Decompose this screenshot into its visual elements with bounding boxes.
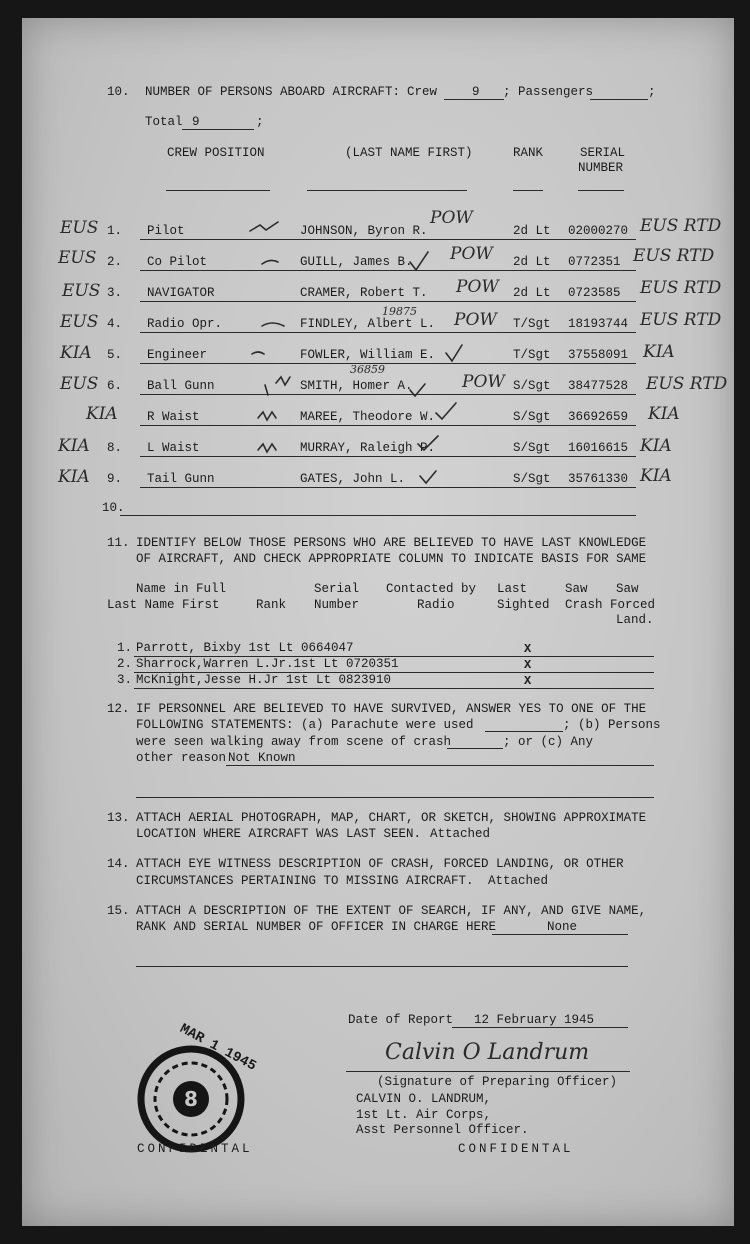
crew-row-number: 1. [107, 224, 123, 238]
crew-label: Crew [407, 85, 438, 99]
crew-row-name: GUILL, James B. [300, 255, 413, 269]
check-mark [410, 252, 428, 270]
crew-row-status: POW [430, 208, 473, 228]
check-mark [252, 352, 264, 354]
crew-count: 9 [472, 85, 480, 99]
signature-caption: (Signature of Preparing Officer) [377, 1075, 618, 1089]
other-reason-rule [226, 765, 654, 766]
witness-row-mark: X [524, 658, 532, 672]
item12-line3: were seen walking away from scene of crash [136, 735, 452, 749]
item15-line2: RANK AND SERIAL NUMBER OF OFFICER IN CHARGE HERE [136, 920, 497, 934]
crew-row-number: 3. [107, 286, 123, 300]
witness-row-mark: X [524, 674, 532, 688]
col-forced-line2: Forced [610, 598, 656, 612]
col-contacted-line2: Radio [417, 598, 455, 612]
crew-row-position: R Waist [147, 410, 200, 424]
item14-number: 14. [107, 857, 130, 871]
crew-row-serial: 38477528 [568, 379, 629, 393]
officer-rank: 1st Lt. Air Corps, [356, 1108, 492, 1122]
item15-extra-rule [136, 966, 628, 967]
crew-row-number: 2. [107, 255, 123, 269]
crew-row-name: MURRAY, Raleigh P. [300, 441, 436, 455]
col-serial-line2: Number [314, 598, 360, 612]
check-mark [250, 222, 278, 231]
witness-row-rule [134, 688, 654, 689]
crew-row-disposition: EUS RTD [633, 246, 715, 266]
crew-row-rank: T/Sgt [513, 317, 551, 331]
handwritten-number: 36859 [350, 363, 385, 376]
total-label: Total [145, 115, 183, 129]
crew-row-number: 8. [107, 441, 123, 455]
col-contacted-line1: Contacted by [386, 582, 477, 596]
item12-extra-rule [136, 797, 654, 798]
date-of-report-label: Date of Report [348, 1013, 454, 1027]
crew-row-number: 5. [107, 348, 123, 362]
crew-row-position: Ball Gunn [147, 379, 215, 393]
witness-row-number: 3. [117, 673, 133, 687]
header-last-name: (LAST NAME FIRST) [345, 146, 473, 160]
witness-row-text: Parrott, Bixby 1st Lt 0664047 [136, 641, 354, 655]
col-name-line1: Name in Full [136, 582, 227, 596]
header-number: NUMBER [578, 161, 624, 175]
crew-row-serial: 37558091 [568, 348, 629, 362]
crew-row-rank: 2d Lt [513, 286, 551, 300]
check-mark [258, 444, 276, 452]
crew-row-serial: 36692659 [568, 410, 629, 424]
col-crash-line1: Saw [565, 582, 588, 596]
crew-row-number: 6. [107, 379, 123, 393]
crew-row-disposition: KIA [640, 436, 672, 456]
crew-row-10-number: 10. [102, 501, 125, 515]
item12-line2: FOLLOWING STATEMENTS: (a) Parachute were used [136, 718, 474, 732]
crew-row-position: NAVIGATOR [147, 286, 215, 300]
item11-line2: OF AIRCRAFT, AND CHECK APPROPRIATE COLUMN TO INDICATE BASIS FOR SAME [136, 552, 647, 566]
check-mark [262, 323, 284, 326]
crew-row-status: POW [456, 277, 499, 297]
crew-row-rank: S/Sgt [513, 410, 551, 424]
item11-line1: IDENTIFY BELOW THOSE PERSONS WHO ARE BELIEVED TO HAVE LAST KNOWLEDGE [136, 536, 647, 550]
crew-row-rank: S/Sgt [513, 441, 551, 455]
crew-row-margin-note: KIA [58, 467, 90, 487]
crew-row-position: Tail Gunn [147, 472, 215, 486]
crew-row-margin-note: EUS [62, 281, 101, 301]
walking-blank [447, 748, 503, 749]
crew-row-serial: 0772351 [568, 255, 621, 269]
date-of-report-value: 12 February 1945 [474, 1013, 595, 1027]
crew-row-margin-note: EUS [60, 374, 99, 394]
crew-row-margin-note: KIA [60, 343, 92, 363]
handwritten-number: 19875 [382, 305, 417, 318]
crew-row-disposition: EUS RTD [646, 374, 728, 394]
crew-row-position: Co Pilot [147, 255, 208, 269]
parachute-blank [485, 731, 563, 732]
crew-row-name: JOHNSON, Byron R. [300, 224, 428, 238]
item12-line3-end: ; or (c) Any [503, 735, 594, 749]
crew-row-margin-note: EUS [58, 248, 97, 268]
item10-label: NUMBER OF PERSONS ABOARD AIRCRAFT: [145, 85, 401, 99]
crew-row-disposition: EUS RTD [640, 278, 722, 298]
total-count: 9 [192, 115, 200, 129]
crew-row-disposition: KIA [643, 342, 675, 362]
crew-row-name: GATES, John L. [300, 472, 406, 486]
crew-row-serial: 18193744 [568, 317, 629, 331]
col-last-line2: Sighted [497, 598, 550, 612]
crew-row-status: POW [450, 244, 493, 264]
officer-title: Asst Personnel Officer. [356, 1123, 529, 1137]
check-mark [420, 471, 436, 483]
item12-line2-end: ; (b) Persons [563, 718, 661, 732]
signature-rule [346, 1071, 630, 1072]
witness-row-mark: X [524, 642, 532, 656]
crew-row-status: POW [454, 310, 497, 330]
received-date-stamp: MAR 1 1945 [176, 1021, 259, 1075]
check-mark [265, 377, 290, 395]
check-mark [446, 345, 462, 361]
col-serial-line1: Serial [314, 582, 360, 596]
item10-number: 10. [107, 85, 130, 99]
col-name-line2: Last Name First [107, 598, 220, 612]
crew-row-serial: 35761330 [568, 472, 629, 486]
footer-classification-right: CONFIDENTAL [458, 1142, 574, 1156]
crew-row-serial: 0723585 [568, 286, 621, 300]
crew-row-position: Radio Opr. [147, 317, 223, 331]
date-of-report-rule [452, 1027, 628, 1028]
header-serial: SERIAL [580, 146, 626, 160]
item12-number: 12. [107, 702, 130, 716]
item14-value: Attached [488, 874, 549, 888]
item13-line1: ATTACH AERIAL PHOTOGRAPH, MAP, CHART, OR SKETCH, SHOWING APPROXIMATE [136, 811, 647, 825]
crew-row-serial: 16016615 [568, 441, 629, 455]
crew-row-margin-note: EUS [60, 312, 99, 332]
officer-name: CALVIN O. LANDRUM, [356, 1092, 492, 1106]
witness-row-number: 2. [117, 657, 133, 671]
passengers-end: ; [648, 85, 656, 99]
check-mark [410, 384, 425, 396]
crew-row-name: CRAMER, Robert T. [300, 286, 428, 300]
crew-row-margin-note: KIA [86, 404, 118, 424]
item14-line2: CIRCUMSTANCES PERTAINING TO MISSING AIRCRAFT. [136, 874, 474, 888]
check-mark [418, 436, 438, 450]
passengers-label: ; Passengers [503, 85, 594, 99]
seal-center-number: 8 [184, 1087, 198, 1111]
item12-line4: other reason [136, 751, 227, 765]
crew-row-number: 4. [107, 317, 123, 331]
item12-line1: IF PERSONNEL ARE BELIEVED TO HAVE SURVIVED, ANSWER YES TO ONE OF THE [136, 702, 647, 716]
crew-row-disposition: KIA [640, 466, 672, 486]
crew-row-name: SMITH, Homer A. [300, 379, 413, 393]
check-mark [258, 412, 276, 420]
officer-signature: Calvin O Landrum [385, 1040, 590, 1065]
footer-classification-left: CONFIDENTAL [137, 1142, 253, 1156]
crew-row-margin-note: KIA [58, 436, 90, 456]
col-crash-line2: Crash [565, 598, 603, 612]
other-reason-value: Not Known [228, 751, 296, 765]
crew-row-position: L Waist [147, 441, 200, 455]
crew-row-name: FOWLER, William E. [300, 348, 436, 362]
witness-row-number: 1. [117, 641, 133, 655]
crew-row-rank: 2d Lt [513, 224, 551, 238]
item15-value: None [547, 920, 578, 934]
item15-blank [492, 934, 628, 935]
col-forced-line1: Saw [616, 582, 639, 596]
item13-number: 13. [107, 811, 130, 825]
crew-row-disposition: EUS RTD [640, 216, 722, 236]
round-seal [136, 1044, 246, 1154]
header-rank: RANK [513, 146, 544, 160]
col-rank: Rank [256, 598, 287, 612]
crew-row-number: 9. [107, 472, 123, 486]
crew-row-position: Engineer [147, 348, 208, 362]
crew-row-serial: 02000270 [568, 224, 629, 238]
col-forced-line3: Land. [616, 613, 654, 627]
col-last-line1: Last [497, 582, 528, 596]
item15-number: 15. [107, 904, 130, 918]
crew-row-rank: T/Sgt [513, 348, 551, 362]
crew-row-status: POW [462, 372, 505, 392]
item13-line2: LOCATION WHERE AIRCRAFT WAS LAST SEEN. [136, 827, 422, 841]
witness-row-text: Sharrock,Warren L.Jr.1st Lt 0720351 [136, 657, 399, 671]
item14-line1: ATTACH EYE WITNESS DESCRIPTION OF CRASH, FORCED LANDING, OR OTHER [136, 857, 624, 871]
item13-value: Attached [430, 827, 491, 841]
header-crew-position: CREW POSITION [167, 146, 265, 160]
crew-row-disposition: KIA [648, 404, 680, 424]
crew-row-rank: S/Sgt [513, 379, 551, 393]
crew-row-position: Pilot [147, 224, 185, 238]
crew-row-rank: 2d Lt [513, 255, 551, 269]
check-mark [436, 403, 456, 419]
witness-row-text: McKnight,Jesse H.Jr 1st Lt 0823910 [136, 673, 392, 687]
crew-row-margin-note: EUS [60, 218, 99, 238]
crew-row-name: FINDLEY, Albert L. [300, 317, 436, 331]
crew-row-name: MAREE, Theodore W. [300, 410, 436, 424]
total-end: ; [256, 115, 264, 129]
check-mark [262, 260, 278, 264]
crew-row-rank: S/Sgt [513, 472, 551, 486]
item15-line1: ATTACH A DESCRIPTION OF THE EXTENT OF SEARCH, IF ANY, AND GIVE NAME, [136, 904, 647, 918]
crew-row-disposition: EUS RTD [640, 310, 722, 330]
item11-number: 11. [107, 536, 130, 550]
